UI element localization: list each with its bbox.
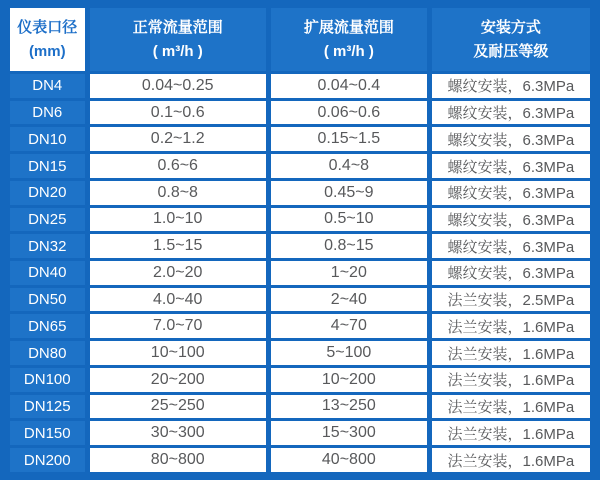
table-row: [8, 313, 593, 340]
flow-meter-spec-table: [5, 5, 595, 475]
diameter-cell: DN32: [8, 233, 88, 260]
table-row: [8, 73, 593, 100]
installation-cell: 螺纹安装，6.3MPa: [429, 206, 592, 233]
normal-range-cell: 7.0~70: [87, 313, 268, 340]
table-row: [8, 447, 593, 474]
header-line: ( m³/h ): [152, 42, 203, 60]
extended-range-cell: 10~200: [268, 366, 429, 393]
extended-range-cell: 13~250: [268, 393, 429, 420]
extended-range-cell: 2~40: [268, 286, 429, 313]
table-row: [8, 286, 593, 313]
normal-range-cell: 10~100: [87, 340, 268, 367]
installation-cell: 法兰安装，1.6MPa: [429, 313, 592, 340]
diameter-cell: DN100: [8, 366, 88, 393]
installation-cell: 法兰安装，1.6MPa: [429, 447, 592, 474]
diameter-cell: DN150: [8, 420, 88, 447]
table-row: [8, 206, 593, 233]
header-line: 扩展流量范围: [303, 19, 394, 37]
table-row: [8, 420, 593, 447]
extended-range-cell: 0.06~0.6: [268, 99, 429, 126]
installation-cell: 法兰安装，1.6MPa: [429, 340, 592, 367]
diameter-cell: DN4: [8, 73, 88, 100]
header-line: (mm): [28, 42, 66, 60]
normal-range-cell: 1.5~15: [87, 233, 268, 260]
installation-cell: 螺纹安装，6.3MPa: [429, 153, 592, 180]
normal-range-cell: 0.04~0.25: [87, 73, 268, 100]
normal-range-cell: 20~200: [87, 366, 268, 393]
header-line: ( m³/h ): [323, 42, 374, 60]
table-row: [8, 340, 593, 367]
diameter-cell: DN20: [8, 179, 88, 206]
table-row: [8, 366, 593, 393]
header-normal-flow-range: [87, 7, 268, 73]
installation-cell: 法兰安装，1.6MPa: [429, 366, 592, 393]
installation-cell: 螺纹安装，6.3MPa: [429, 126, 592, 153]
normal-range-cell: 2.0~20: [87, 260, 268, 287]
header-diameter: [8, 7, 88, 73]
normal-range-cell: 0.2~1.2: [87, 126, 268, 153]
normal-range-cell: 1.0~10: [87, 206, 268, 233]
installation-cell: 法兰安装，2.5MPa: [429, 286, 592, 313]
installation-cell: 螺纹安装，6.3MPa: [429, 99, 592, 126]
table-row: [8, 99, 593, 126]
normal-range-cell: 0.8~8: [87, 179, 268, 206]
extended-range-cell: 4~70: [268, 313, 429, 340]
installation-cell: 螺纹安装，6.3MPa: [429, 179, 592, 206]
diameter-cell: DN200: [8, 447, 88, 474]
diameter-cell: DN25: [8, 206, 88, 233]
extended-range-cell: 5~100: [268, 340, 429, 367]
installation-cell: 法兰安装，1.6MPa: [429, 420, 592, 447]
extended-range-cell: 40~800: [268, 447, 429, 474]
header-line: 正常流量范围: [132, 19, 223, 37]
normal-range-cell: 0.6~6: [87, 153, 268, 180]
normal-range-cell: 0.1~0.6: [87, 99, 268, 126]
table-row: [8, 260, 593, 287]
extended-range-cell: 0.04~0.4: [268, 73, 429, 100]
diameter-cell: DN15: [8, 153, 88, 180]
installation-cell: 法兰安装，1.6MPa: [429, 393, 592, 420]
installation-cell: 螺纹安装，6.3MPa: [429, 73, 592, 100]
extended-range-cell: 0.5~10: [268, 206, 429, 233]
header-row: [8, 7, 593, 73]
normal-range-cell: 80~800: [87, 447, 268, 474]
extended-range-cell: 0.15~1.5: [268, 126, 429, 153]
table-row: [8, 153, 593, 180]
table-row: [8, 179, 593, 206]
extended-range-cell: 0.45~9: [268, 179, 429, 206]
normal-range-cell: 4.0~40: [87, 286, 268, 313]
header-extended-flow-range: [268, 7, 429, 73]
normal-range-cell: 30~300: [87, 420, 268, 447]
installation-cell: 螺纹安装，6.3MPa: [429, 233, 592, 260]
header-line: 及耐压等级: [473, 42, 549, 60]
installation-cell: 螺纹安装，6.3MPa: [429, 260, 592, 287]
table-row: [8, 393, 593, 420]
diameter-cell: DN10: [8, 126, 88, 153]
table-row: [8, 126, 593, 153]
extended-range-cell: 1~20: [268, 260, 429, 287]
normal-range-cell: 25~250: [87, 393, 268, 420]
diameter-cell: DN50: [8, 286, 88, 313]
diameter-cell: DN40: [8, 260, 88, 287]
diameter-cell: DN6: [8, 99, 88, 126]
header-line: 安装方式: [480, 19, 541, 37]
header-installation-pressure: [429, 7, 592, 73]
header-line: 仪表口径: [17, 19, 78, 37]
diameter-cell: DN80: [8, 340, 88, 367]
extended-range-cell: 0.4~8: [268, 153, 429, 180]
extended-range-cell: 0.8~15: [268, 233, 429, 260]
extended-range-cell: 15~300: [268, 420, 429, 447]
table-row: [8, 233, 593, 260]
diameter-cell: DN125: [8, 393, 88, 420]
diameter-cell: DN65: [8, 313, 88, 340]
